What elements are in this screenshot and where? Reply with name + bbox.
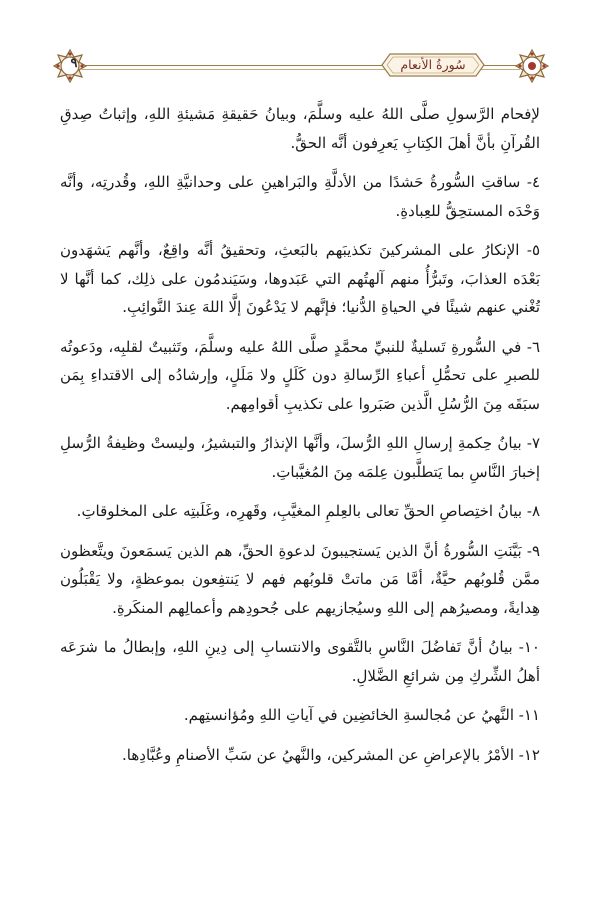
paragraph-item-7: ٧- بيانُ حِكمةِ إرسالِ اللهِ الرُّسلَ، وأنَّها الإنذارُ والتبشيرُ، وليستْ وظيفةُ الرُّسلِ إخبارَ النَّاسِ بما يَتطلَّبون عِلمَه مِنَ المُغيَّباتِ. bbox=[60, 434, 540, 481]
ornament-right-icon bbox=[514, 48, 550, 84]
page-body bbox=[60, 100, 540, 780]
paragraph-item-8: ٨- بيانُ اختِصاصِ الحقِّ تعالى بالعِلمِ المغيَّبِ، وقَهرِه، وغَلَبتِه على المخلوقاتِ. bbox=[76, 502, 540, 520]
paragraph-item-5: ٥- الإنكارُ على المشركينَ تكذيبَهم بالبَعثِ، وتحقيقُ أنَّه واقِعٌ، وأنَّهم يَشهَدون بَعْدَه العذابَ، وتَبرُّأُ منهم آلهتُهم التي عَبَدوها، وسَيَندمُون على ذلِك، كما أنَّها لا تُغْني عنهم شيئًا في الحياةِ الدُّنيا؛ فإنَّهم لا يَدْعُونَ إلَّا اللهَ عِندَ النَّوائِبِ. bbox=[60, 241, 540, 316]
page-number: ٩ bbox=[70, 56, 78, 71]
paragraph-item-11: ١١- النَّهيُ عن مُجالسةِ الخائضِين في آياتِ اللهِ ومُؤانستِهم. bbox=[183, 706, 540, 724]
paragraph-item-9: ٩- بَيَّنَتِ السُّورةُ أنَّ الذين يَستجيبونَ لدعوةِ الحقِّ، هم الذين يَسمَعونَ ويتَّعظون ممَّن قُلوبُهم حيَّةٌ، أمَّا مَن ماتتْ قلوبُهم فهم لا يَنتفِعون بموعظةٍ، ولا يَقْبَلُون هِدايةً، ومصيرُهم إلى اللهِ وسيُجازيهم على جُحودِهم وأعمالِهم المنكَرةِ. bbox=[60, 541, 540, 617]
paragraph-item-4: ٤- ساقتِ السُّورةُ حَشدًا من الأدلَّةِ والبَراهينِ على وحدانيَّةِ اللهِ، وقُدرتِه، وأنَّه وَحْدَه المستحِقُّ للعِبادةِ. bbox=[60, 173, 540, 220]
surah-title: سُورةُ الأنعام bbox=[400, 57, 466, 72]
paragraph-item-12: ١٢- الأمْرُ بالإعراضِ عن المشركين، والنَّهيُ عن سَبِّ الأصنامِ وعُبَّادِها. bbox=[122, 745, 540, 764]
paragraph-item-10: ١٠- بيانُ أنَّ تَفاضُلَ النَّاسِ بالتَّقوى والانتسابِ إلى دِينِ اللهِ، وإبطالُ ما شرَعَه أهلُ الشِّركِ مِن شرائعِ الضَّلالِ. bbox=[60, 638, 540, 685]
paragraph-continuation: لإفحام الرَّسولِ صلَّى اللهُ عليه وسلَّمَ، وبيانُ حَقيقةِ مَشيئةِ اللهِ، وإثباتُ صِدقِ القُرآنِ بأنَّ أهلَ الكِتابِ يَعرِفون أنَّه الحقُّ. bbox=[60, 105, 540, 152]
paragraph-item-6: ٦- في السُّورةِ تَسليةٌ للنبيِّ محمَّدٍ صلَّى اللهُ عليه وسلَّمَ، وتَثبيتٌ لقلبِه، ودَعوتُه للصبرِ على تحمُّلِ أعباءِ الرِّسالةِ دون كَلَلٍ ولا مَلَلٍ، وإرشادُه إلى الاقتداءِ بِمَن سبَقَه مِنَ الرُّسُلِ الَّذين صَبَروا على تكذيبِ أقوامِهم. bbox=[60, 337, 540, 413]
page-header bbox=[58, 46, 544, 86]
surah-title-badge bbox=[374, 51, 492, 79]
